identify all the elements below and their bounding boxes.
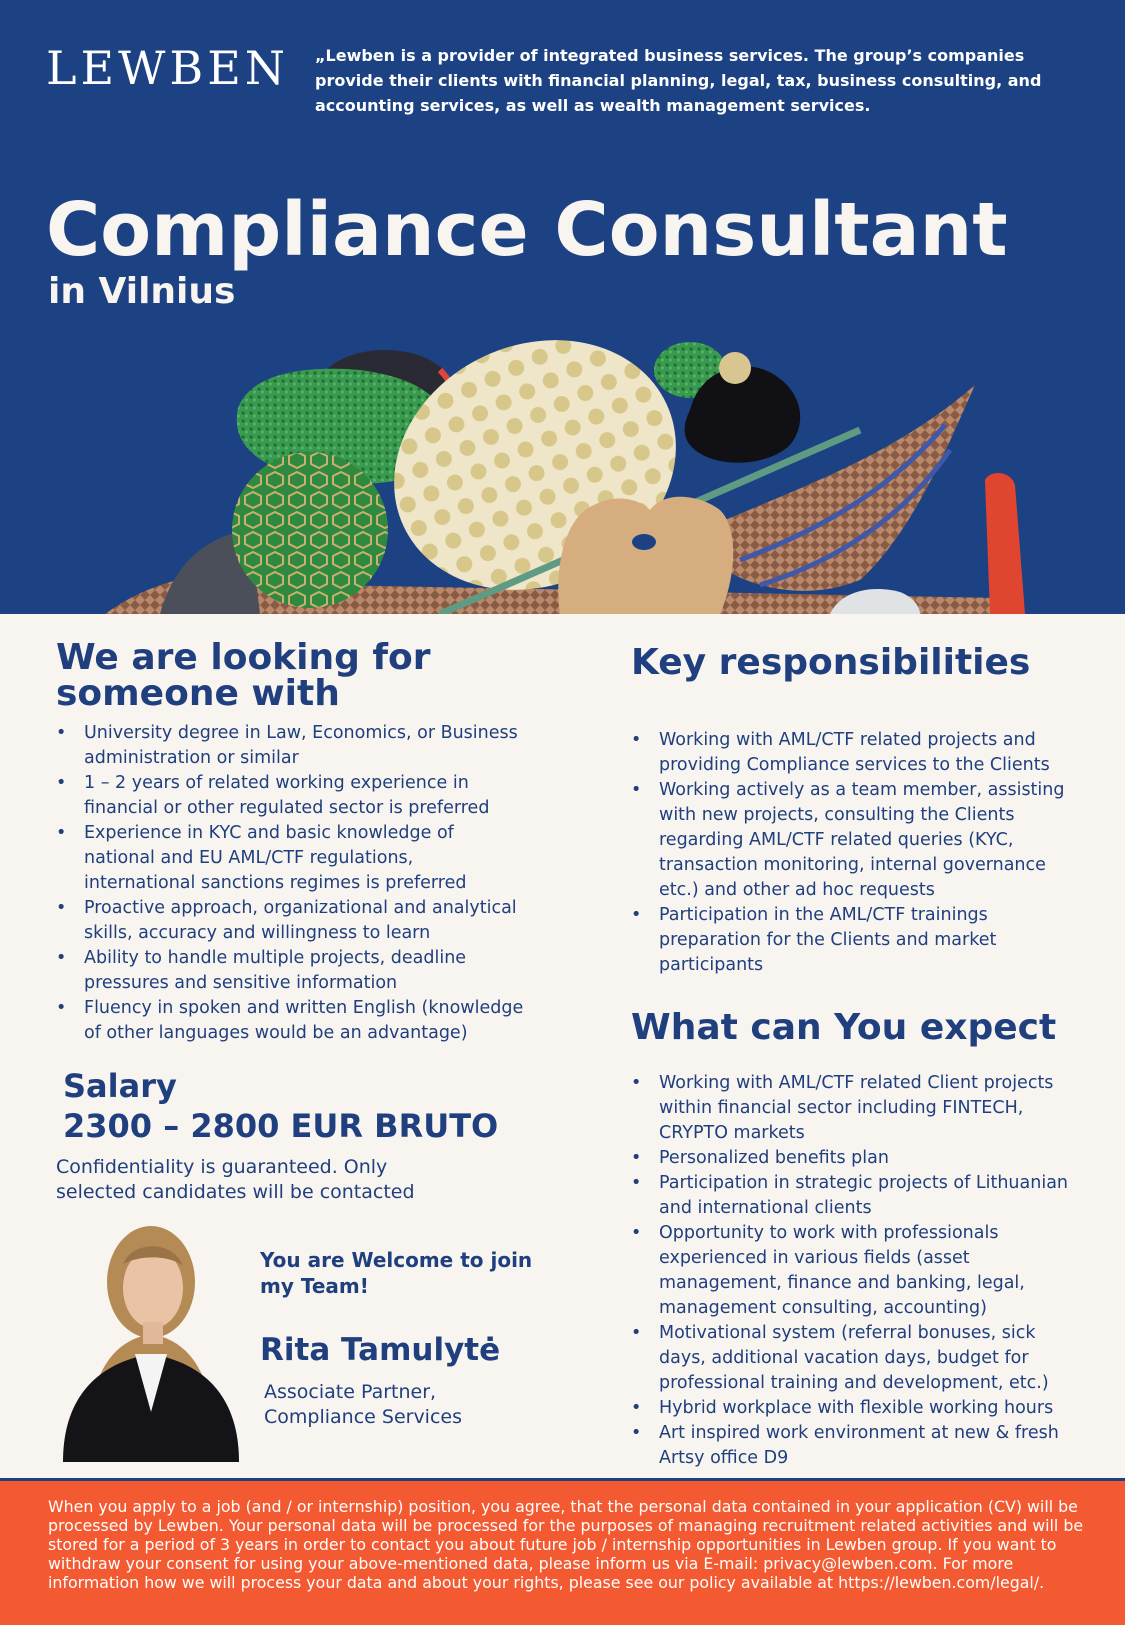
list-item: • University degree in Law, Economics, or Business administration or similar — [56, 721, 526, 771]
benefits-list — [631, 1071, 1081, 1471]
list-item: • Motivational system (referral bonuses, sick days, additional vacation days, budget for professional training and development, etc.) — [631, 1321, 1081, 1396]
list-item: • Art inspired work environment at new & fresh Artsy office D9 — [631, 1421, 1081, 1471]
requirements-list — [56, 721, 526, 1046]
contact-person-photo — [63, 1222, 239, 1462]
privacy-footer — [0, 1478, 1125, 1625]
contact-person-role: Associate Partner, Compliance Services — [264, 1381, 462, 1428]
welcome-message: You are Welcome to join my Team! — [260, 1248, 533, 1298]
privacy-notice: When you apply to a job (and / or internship) position, you agree, that the personal data contained in your application (CV) will be processed by Lewben. Your personal data will be processed for the purposes of managing recruitment related activities and will be stored for a period of 3 years in order to contact you about future job / internship opportunities in Lewben group. If you want to withdraw your consent for using your above-mentioned data, please inform us via E-mail: privacy@lewben.com. For more information how we will process your data and about your rights, please see our policy available at https://lewben.com/legal/. — [48, 1497, 1084, 1592]
list-item: • Hybrid workplace with flexible working hours — [631, 1396, 1081, 1421]
looking-for-heading-line2: someone with — [56, 673, 340, 714]
list-item: • Participation in strategic projects of Lithuanian and international clients — [631, 1171, 1081, 1221]
list-item: • Personalized benefits plan — [631, 1146, 1081, 1171]
looking-for-heading — [56, 637, 431, 714]
hero-banner — [0, 0, 1125, 614]
salary-range: 2300 – 2800 EUR BRUTO — [63, 1107, 499, 1145]
list-item: • 1 – 2 years of related working experience in financial or other regulated sector is preferred — [56, 771, 526, 821]
list-item: • Proactive approach, organizational and analytical skills, accuracy and willingness to learn — [56, 896, 526, 946]
responsibilities-list — [631, 728, 1081, 978]
list-item: • Fluency in spoken and written English (knowledge of other languages would be an advantage) — [56, 996, 526, 1046]
contact-person-name: Rita Tamulytė — [260, 1332, 501, 1368]
list-item: • Participation in the AML/CTF trainings preparation for the Clients and market participants — [631, 903, 1081, 978]
lewben-logo[interactable]: LEWBEN — [46, 41, 290, 95]
responsibilities-heading: Key responsibilities — [631, 642, 1031, 683]
list-item: • Experience in KYC and basic knowledge of national and EU AML/CTF regulations, international sanctions regimes is preferred — [56, 821, 526, 896]
looking-for-heading-line1: We are looking for — [56, 637, 431, 678]
expect-heading: What can You expect — [631, 1007, 1057, 1048]
job-location: in Vilnius — [48, 271, 236, 312]
company-intro: „Lewben is a provider of integrated business services. The group’s companies provide their clients with financial planning, legal, tax, business consulting, and accounting services, as well as wealth management services. — [315, 46, 1042, 115]
list-item: • Ability to handle multiple projects, deadline pressures and sensitive information — [56, 946, 526, 996]
confidentiality-note: Confidentiality is guaranteed. Only selected candidates will be contacted — [56, 1156, 415, 1203]
list-item: • Working with AML/CTF related projects and providing Compliance services to the Clients — [631, 728, 1081, 778]
list-item: • Working actively as a team member, assisting with new projects, consulting the Clients regarding AML/CTF related queries (KYC, transaction monitoring, internal governance etc.) and other ad hoc requests — [631, 778, 1081, 903]
list-item: • Opportunity to work with professionals experienced in various fields (asset management, finance and banking, legal, management consulting, accounting) — [631, 1221, 1081, 1321]
abstract-3d-art-illustration — [0, 330, 1125, 614]
job-title: Compliance Consultant — [46, 187, 1008, 273]
list-item: • Working with AML/CTF related Client projects within financial sector including FINTECH, CRYPTO markets — [631, 1071, 1081, 1146]
salary-label: Salary — [63, 1067, 177, 1105]
salary-block — [63, 1066, 498, 1146]
